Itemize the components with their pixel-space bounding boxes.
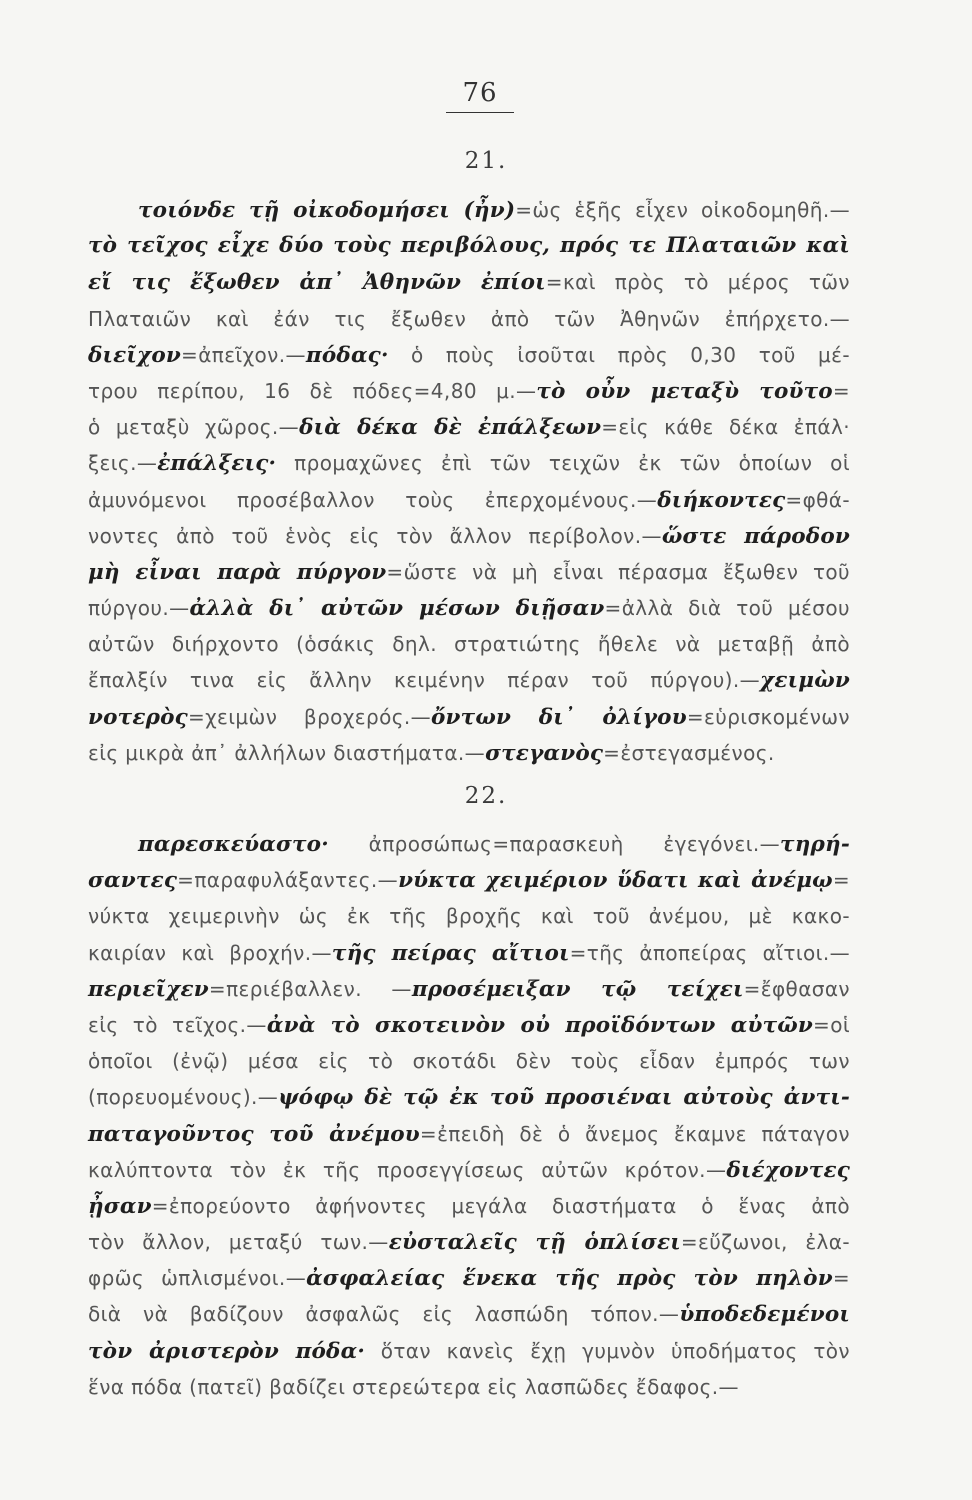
lemma-term: ὥστε πάροδον — [661, 523, 850, 549]
lemma-term: ᾖσαν — [88, 1193, 152, 1219]
gloss-text: = — [832, 868, 850, 893]
gloss-text: καλύπτοντα τὸν ἐκ τῆς προσεγγίσεως αὐτῶν κρότον.— — [88, 1157, 727, 1182]
gloss-text: εἰς μικρὰ ἀπ᾽ ἀλλήλων διαστήματα.— — [88, 740, 486, 765]
text-line — [88, 1079, 850, 1115]
text-line — [88, 1333, 850, 1369]
gloss-text: τρου περίπου, 16 δὲ πόδες=4,80 μ.— — [88, 378, 537, 403]
text-line — [88, 445, 850, 481]
text-line — [88, 971, 850, 1007]
gloss-text: =καὶ πρὸς τὸ μέρος τῶν — [545, 270, 850, 295]
gloss-text: =ἀπεῖχον.— — [181, 342, 306, 367]
gloss-text: νύκτα χειμερινὴν ὡς ἐκ τῆς βροχῆς καὶ τοῦ ἀνέμου, μὲ κακο- — [88, 904, 850, 929]
lemma-term: νοτερὸς — [88, 704, 188, 730]
gloss-text: ἀπροσώπως=παρασκευὴ ἐγεγόνει.— — [328, 832, 781, 856]
lemma-term: παταγοῦντος τοῦ ἀνέμου — [88, 1121, 420, 1147]
section-21-commentary — [88, 192, 850, 771]
text-line — [88, 735, 850, 771]
text-line — [88, 862, 850, 898]
text-line — [88, 1116, 850, 1152]
gloss-text: =ἐπειδὴ δὲ ὁ ἄνεμος ἔκαμνε πάταγον — [419, 1121, 850, 1146]
text-line — [88, 590, 850, 626]
lemma-term: χειμὼν — [760, 668, 850, 694]
text-line — [88, 1296, 850, 1332]
lemma-term: διεῖχον — [88, 342, 182, 368]
gloss-text: =ἀλλὰ διὰ τοῦ μέσου — [604, 596, 850, 621]
text-line — [88, 699, 850, 735]
text-line — [88, 626, 850, 662]
text-line — [88, 373, 850, 409]
text-line — [88, 1224, 850, 1260]
lemma-term: τὸ τεῖχος εἶχε δύο τοὺς περιβόλους, πρός τε Πλαταιῶν καὶ — [88, 233, 850, 259]
gloss-text: =ὡς ἑξῆς εἶχεν οἰκοδομηθῆ.— — [515, 198, 850, 222]
lemma-term: διήκοντες — [657, 487, 786, 513]
gloss-text: ξεις.— — [88, 451, 158, 476]
section-22-commentary — [88, 826, 850, 1405]
section-heading-22: 22. — [464, 783, 508, 809]
text-line — [88, 228, 850, 264]
text-line — [88, 337, 850, 373]
gloss-text: ὁποῖοι (ἐνῷ) μέσα εἰς τὸ σκοτάδι δὲν τοὺς εἶδαν ἐμπρός των — [88, 1049, 850, 1074]
gloss-text: = — [832, 378, 850, 403]
gloss-text: πύργου.— — [88, 596, 190, 621]
gloss-text: τὸν ἄλλον, μεταξύ των.— — [88, 1230, 389, 1255]
lemma-term: πόδας· — [305, 342, 389, 368]
text-line — [88, 518, 850, 554]
lemma-term: εὐσταλεῖς τῇ ὁπλίσει — [388, 1230, 681, 1256]
text-line — [88, 1043, 850, 1079]
gloss-text: (πορευομένους).— — [88, 1085, 279, 1110]
text-line — [88, 662, 850, 698]
lemma-term: τὸ οὖν μεταξὺ τοῦτο — [536, 378, 833, 404]
section-heading-21: 21. — [464, 148, 508, 174]
lemma-term: ψόφῳ δὲ τῷ ἐκ τοῦ προσιέναι αὐτοὺς ἀντι- — [278, 1085, 850, 1111]
gloss-text: προμαχῶνες ἐπὶ τῶν τειχῶν ἐκ τῶν ὁποίων οἱ — [276, 451, 850, 476]
lemma-term: ἀλλὰ δι᾽ αὐτῶν μέσων διῇσαν — [189, 596, 605, 622]
text-line — [88, 1007, 850, 1043]
gloss-text: φρῶς ὡπλισμένοι.— — [88, 1266, 307, 1291]
gloss-text: ὁ ποὺς ἰσοῦται πρὸς 0,30 τοῦ μέ- — [388, 342, 850, 367]
gloss-text: Πλαταιῶν καὶ ἐάν τις ἔξωθεν ἀπὸ τῶν Ἀθηνῶν ἐπήρχετο.— — [88, 306, 850, 331]
gloss-text: ὁ μεταξὺ χῶρος.— — [88, 415, 300, 440]
gloss-text: =ὥστε νὰ μὴ εἶναι πέρασμα ἔξωθεν τοῦ — [386, 559, 850, 584]
lemma-term: τοιόνδε τῇ οἰκοδομήσει (ἦν) — [138, 198, 516, 223]
gloss-text: διὰ νὰ βαδίζουν ἀσφαλῶς εἰς λασπώδη τόπον.— — [88, 1302, 680, 1327]
text-line — [88, 826, 850, 862]
gloss-text: =τῆς ἀποπείρας αἴτιοι.— — [569, 940, 850, 965]
gloss-text: =φθά- — [785, 487, 850, 512]
gloss-text: =ἔφθασαν — [743, 976, 851, 1001]
lemma-term: ἀνὰ τὸ σκοτεινὸν οὐ προϊδόντων αὐτῶν — [266, 1012, 814, 1038]
text-line — [88, 898, 850, 934]
text-line — [88, 1369, 850, 1405]
gloss-text: ὅταν κανεὶς ἔχῃ γυμνὸν ὑποδήματος τὸν — [365, 1338, 851, 1363]
text-line — [88, 482, 850, 518]
gloss-text: =χειμὼν βροχερός.— — [187, 704, 432, 729]
gloss-text: =οἱ — [813, 1012, 851, 1037]
lemma-term: ἀσφαλείας ἕνεκα τῆς πρὸς τὸν πηλὸν — [306, 1266, 833, 1292]
text-line — [88, 554, 850, 590]
text-line — [88, 1188, 850, 1224]
text-line — [88, 1260, 850, 1296]
lemma-term: ὄντων δι᾽ ὀλίγου — [431, 704, 687, 730]
lemma-term: εἴ τις ἔξωθεν ἀπ᾽ Ἀθηνῶν ἐπίοι — [88, 270, 546, 296]
gloss-text: =ἐπορεύοντο ἀφήνοντες μεγάλα διαστήματα ὁ ἕνας ἀπὸ — [151, 1193, 850, 1218]
lemma-term: προσέμειξαν τῷ τείχει — [411, 976, 744, 1002]
lemma-term: μὴ εἶναι παρὰ πύργον — [88, 559, 387, 585]
gloss-text: =εὔζωνοι, ἐλα- — [680, 1230, 850, 1255]
lemma-term: σαντες — [88, 868, 178, 894]
lemma-term: ἐπάλξεις· — [157, 451, 277, 477]
gloss-text: εἰς τὸ τεῖχος.— — [88, 1012, 267, 1037]
lemma-term: νύκτα χειμέριον ὕδατι καὶ ἀνέμῳ — [398, 868, 833, 894]
text-line — [88, 264, 850, 300]
gloss-text: =εἰς κάθε δέκα ἐπάλ· — [601, 415, 850, 440]
text-line — [88, 935, 850, 971]
gloss-text: ἀμυνόμενοι προσέβαλλον τοὺς ἐπερχομένους.— — [88, 487, 658, 512]
lemma-term: στεγανὸς — [485, 740, 604, 766]
page-number: 76 — [446, 78, 514, 113]
gloss-text: =εὑρισκομένων — [686, 704, 850, 729]
lemma-term: διὰ δέκα δὲ ἐπάλξεων — [299, 415, 602, 441]
text-line — [88, 409, 850, 445]
gloss-text: νοντες ἀπὸ τοῦ ἑνὸς εἰς τὸν ἄλλον περίβολον.— — [88, 523, 662, 548]
lemma-term: ὑποδεδεμένοι — [679, 1302, 850, 1328]
lemma-term: τηρή- — [780, 832, 850, 857]
lemma-term: τὸν ἀριστερὸν πόδα· — [88, 1338, 366, 1364]
text-line — [88, 192, 850, 228]
gloss-text: ἕνα πόδα (πατεῖ) βαδίζει στερεώτερα εἰς λασπῶδες ἔδαφος.— — [88, 1374, 739, 1399]
gloss-text: αὐτῶν διήρχοντο (ὁσάκις δηλ. στρατιώτης ἤθελε νὰ μεταβῇ ἀπὸ — [88, 632, 850, 657]
gloss-text: =περιέβαλλεν. — — [208, 976, 412, 1001]
gloss-text: καιρίαν καὶ βροχήν.— — [88, 940, 332, 965]
gloss-text: =παραφυλάξαντες.— — [177, 868, 399, 893]
text-line — [88, 1152, 850, 1188]
lemma-term: τῆς πείρας αἴτιοι — [331, 940, 570, 966]
gloss-text: =ἐστεγασμένος. — [603, 740, 775, 765]
lemma-term: παρεσκεύαστο· — [138, 832, 329, 857]
lemma-term: περιεῖχεν — [88, 976, 209, 1002]
gloss-text: = — [832, 1266, 850, 1291]
lemma-term: διέχοντες — [726, 1157, 850, 1183]
text-line — [88, 301, 850, 337]
gloss-text: ἔπαλξίν τινα εἰς ἄλλην κειμένην πέραν τοῦ πύργου).— — [88, 668, 761, 693]
